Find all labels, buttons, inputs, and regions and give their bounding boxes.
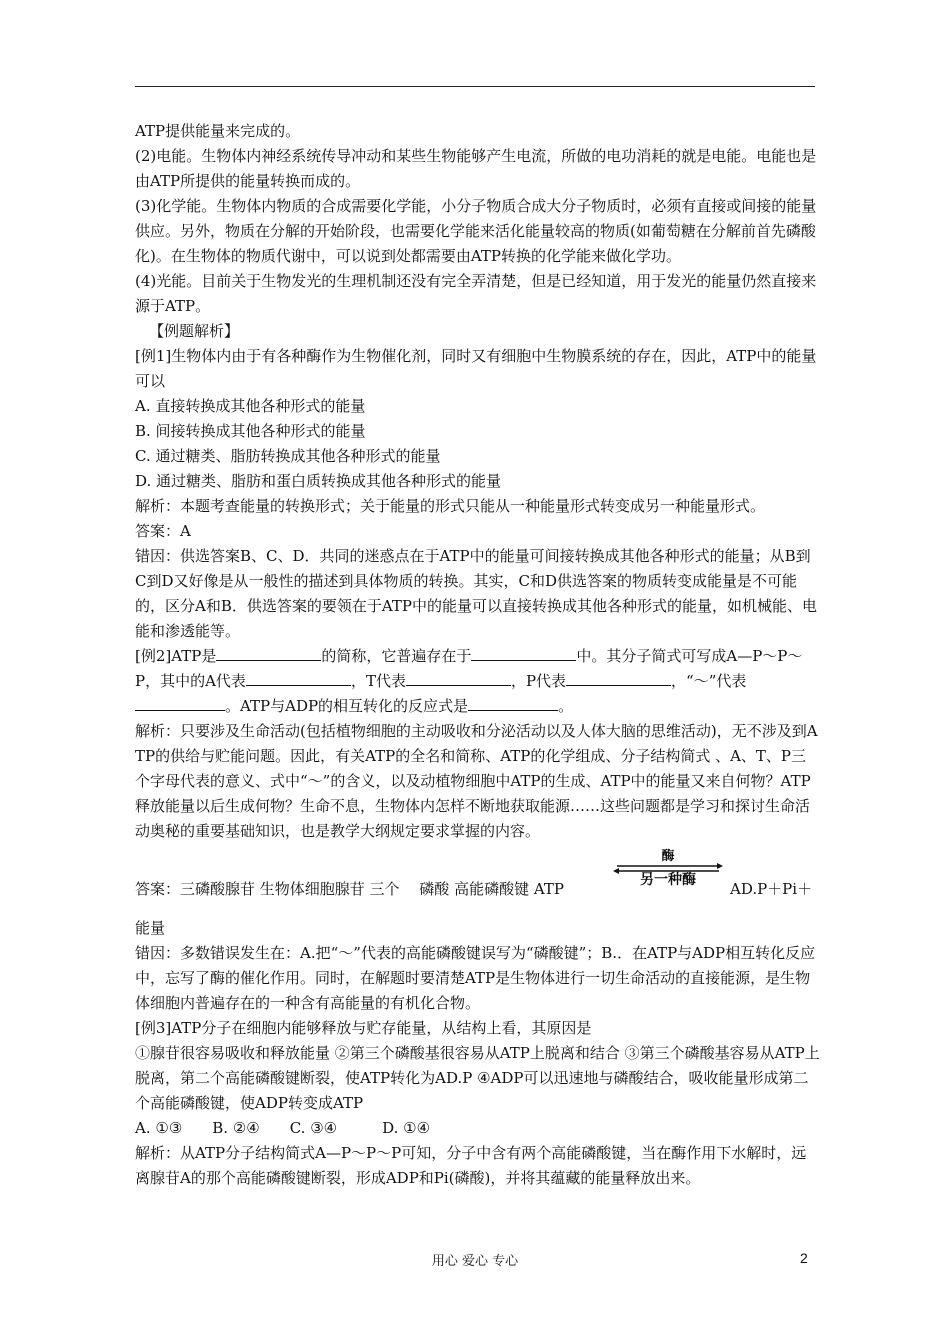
- section-heading: 【例题解析】: [149, 322, 240, 340]
- analysis-1: 解析：本题考查能量的转换形式；关于能量的形式只能从一种能量形式转变成另一种能量形式。: [135, 497, 766, 515]
- blank-field: [135, 694, 225, 711]
- paragraph: (3)化学能。生物体内物质的合成需要化学能，小分子物质合成大分子物质时，必须有直接或间接的能量供应。另外，物质在分解的开始阶段，也需要化学能来活化能量较高的物质(如葡萄糖在分解前首先磷酸化)。在生物体的物质代谢中，可以说到处都需要由ATP转换的化学能来做化学功。: [135, 197, 817, 265]
- question-1: [例1]生物体内由于有各种酶作为生物催化剂，同时又有细胞中生物膜系统的存在，因此，ATP中的能量可以: [135, 347, 817, 390]
- question-3-items: ①腺苷很容易吸收和释放能量 ②第三个磷酸基很容易从ATP上脱离和结合 ③第三个磷酸基容易从ATP上脱离，第二个高能磷酸键断裂，使ATP转化为AD.P ④ADP可以迅速地与磷酸结合，吸收能量形成第二个高能磷酸键，使ADP转变成ATP: [135, 1044, 820, 1112]
- analysis-3: 解析：从ATP分子结构简式A—P～P～P可知，分子中含有两个高能磷酸键，当在酶作用下水解时，远离腺苷A的那个高能磷酸键断裂，形成ADP和Pi(磷酸)，并将其蕴藏的能量释放出来。: [135, 1144, 807, 1187]
- blank-field: [246, 669, 351, 686]
- document-body: [135, 119, 820, 1191]
- paragraph: (4)光能。目前关于生物发光的生理机制还没有完全弄清楚，但是已经知道，用于发光的能量仍然直接来源于ATP。: [135, 272, 817, 315]
- blank-field: [471, 644, 576, 661]
- option-d: D. 通过糖类、脂肪和蛋白质转换成其他各种形式的能量: [135, 472, 502, 490]
- option-a: A. 直接转换成其他各种形式的能量: [135, 397, 366, 415]
- blank-field: [468, 694, 558, 711]
- page-footer: 用心 爱心 专心: [431, 1254, 519, 1269]
- header-rule: [135, 86, 815, 87]
- answer-2: [135, 850, 820, 910]
- answer-2-products: AD.P＋Pi＋: [730, 880, 813, 898]
- question-3: [例3]ATP分子在细胞内能够释放与贮存能量，从结构上看，其原因是: [135, 1019, 592, 1037]
- error-1: 错因：供选答案B、C、D．共同的迷惑点在于ATP中的能量可间接转换成其他各种形式的能量；从B到C到D又好像是从一般性的描述到具体物质的转换。其实，C和D供选答案的物质转变成能量是不可能的，区分A和B．供选答案的要领在于ATP中的能量可以直接转换成其他各种形式的能量，如机械能、电能和渗透能等。: [135, 547, 817, 640]
- paragraph: (2)电能。生物体内神经系统传导冲动和某些生物能够产生电流，所做的电功消耗的就是电能。电能也是由ATP所提供的能量转换而成的。: [135, 147, 817, 190]
- option-b: B. 间接转换成其他各种形式的能量: [135, 422, 366, 440]
- answer-2-energy: 能量: [135, 919, 166, 937]
- page-number: 2: [800, 1250, 808, 1266]
- question-2: [例2]ATP是 的简称，它普遍存在于 中。其分子简式可写成A—P～P～P，其中的A代表 ，T代表 ，P代表 ，“～”代表。ATP与ADP的相互转化的反应式是 。: [135, 644, 820, 719]
- reaction-arrow: [613, 850, 723, 894]
- blank-field: [566, 669, 671, 686]
- paragraph: ATP提供能量来完成的。: [135, 122, 301, 140]
- answer-2-text: 答案：三磷酸腺苷 生物体细胞腺苷 三个 磷酸 高能磷酸键 ATP: [135, 880, 564, 898]
- blank-field: [406, 669, 511, 686]
- other-enzyme-label: 另一种酶: [640, 872, 696, 888]
- option-c: C. 通过糖类、脂肪转换成其他各种形式的能量: [135, 447, 441, 465]
- enzyme-label: 酶: [661, 849, 675, 864]
- question-3-options: A. ①③ B. ②④ C. ③④ D. ①④: [135, 1119, 431, 1137]
- error-2: 错因：多数错误发生在：A.把“～”代表的高能磷酸键误写为“磷酸键”；B.．在ATP与ADP相互转化反应中，忘写了酶的催化作用。同时，在解题时要清楚ATP是生物体进行一切生命活动的直接能源，是生物体细胞内普遍存在的一种含有高能量的有机化合物。: [135, 944, 816, 1012]
- blank-field: [216, 644, 321, 661]
- analysis-2: 解析：只要涉及生命活动(包括植物细胞的主动吸收和分泌活动以及人体大脑的思维活动)，无不涉及到ATP的供给与贮能问题。因此，有关ATP的全名和简称、ATP的化学组成、分子结构简式 、A、T、P三个字母代表的意义、式中“～”的含义，以及动植物细胞中ATP的生成、ATP中的能量又来自何物？ATP释放能量以后生成何物？生命不息，生物体内怎样不断地获取能源……这些问题都是学习和探讨生命活动奥秘的重要基础知识，也是教学大纲规定要求掌握的内容。: [135, 722, 818, 840]
- answer-1: 答案：A: [135, 522, 191, 540]
